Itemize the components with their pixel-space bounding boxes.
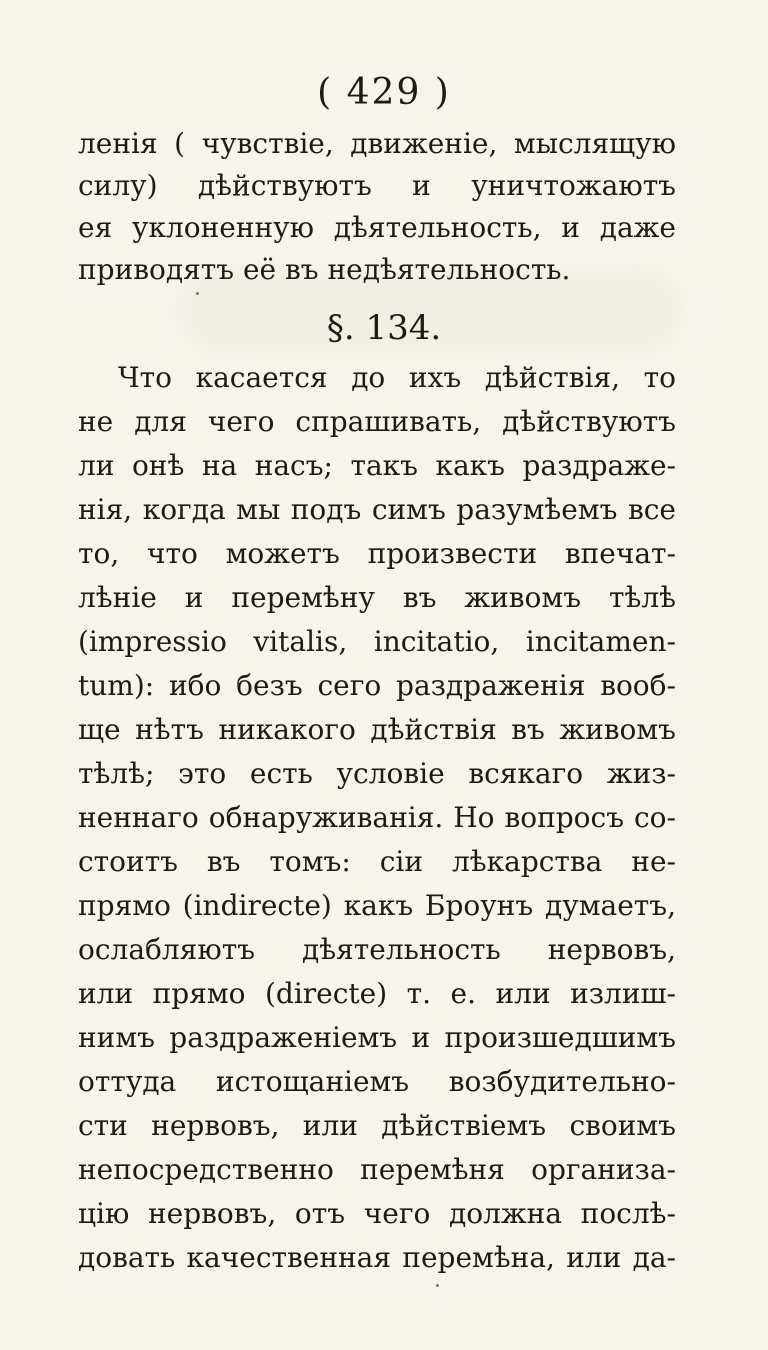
text-line: лѣніе и перемѣну въ живомъ тѣлѣ — [78, 581, 676, 614]
text-line: ще нѣтъ никакого дѣйствія въ живомъ — [78, 713, 676, 746]
text-line: ли онѣ на насъ; такъ какъ раздраже- — [78, 449, 676, 482]
text-line: цію нервовъ, отъ чего должна послѣ- — [78, 1197, 676, 1230]
text-line: то, что можетъ произвести впечат- — [78, 537, 676, 570]
paper-speck — [196, 292, 199, 295]
section-heading: §. 134. — [326, 308, 442, 348]
text-line: или прямо (directe) т. е. или излиш- — [78, 977, 676, 1010]
text-line: нія, когда мы подъ симъ разумѣемъ все — [78, 493, 676, 526]
text-line: сти нервовъ, или дѣйствіемъ своимъ — [78, 1109, 676, 1142]
page-number: ( 429 ) — [317, 72, 451, 113]
text-line: ленія ( чувствіе, движеніе, мыслящую — [78, 127, 676, 160]
text-line: силу) дѣйствуютъ и уничтожаютъ — [78, 169, 676, 202]
text-line: tum): ибо безъ сего раздраженія вооб- — [78, 669, 676, 702]
text-line: (impressio vitalis, incitatio, incitamen- — [78, 625, 676, 658]
text-line: стоитъ въ томъ: сіи лѣкарства не- — [78, 845, 676, 878]
text-line: приводятъ её въ недѣятельность. — [78, 253, 571, 286]
text-line: непосредственно перемѣня организа- — [78, 1153, 676, 1186]
paper-speck — [436, 1284, 439, 1287]
text-line: ослабляютъ дѣятельность нервовъ, — [78, 933, 676, 966]
text-line: не для чего спрашивать, дѣйствуютъ — [78, 405, 676, 438]
text-line: довать качественная перемѣна, или да- — [78, 1241, 676, 1274]
text-line: прямо (indirecte) какъ Броунъ думаетъ, — [78, 889, 676, 922]
text-line: оттуда истощаніемъ возбудительно- — [78, 1065, 676, 1098]
text-line: ея уклоненную дѣятельность, и даже — [78, 211, 676, 244]
text-line: нимъ раздраженіемъ и произшедшимъ — [78, 1021, 676, 1054]
text-line: неннаго обнаруживанія. Но вопросъ со- — [78, 801, 676, 834]
text-line: Что касается до ихъ дѣйствія, то — [118, 361, 676, 394]
text-line: тѣлѣ; это есть условіе всякаго жиз- — [78, 757, 676, 790]
